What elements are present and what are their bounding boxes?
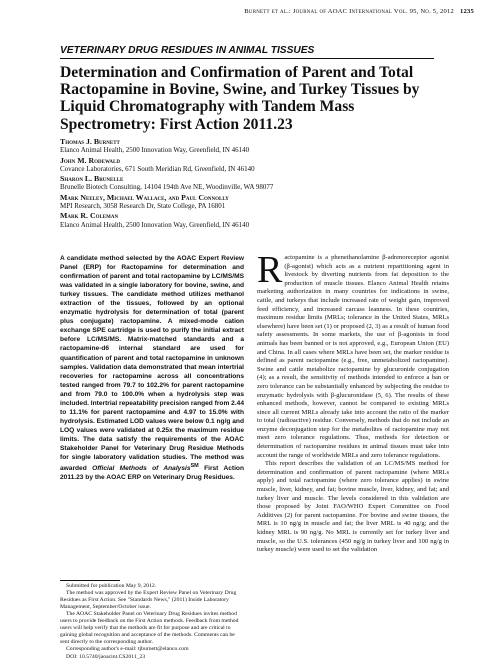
author-name: Mark R. Coleman <box>60 211 119 221</box>
author-name: Mark Neeley, Michael Wallace, and Paul Connolly <box>60 192 229 202</box>
author-affiliation: MPI Research, 3058 Research Dr, State College, PA 16801 <box>60 202 226 211</box>
footnote-doi: DOI: 10.5740/jaoacint.CS2011_23 <box>66 653 146 660</box>
page-number: 1235 <box>460 8 474 15</box>
footnote-submitted: Submitted for publication May 9, 2012. <box>66 582 157 589</box>
abstract-text: A candidate method selected by the AOAC Expert Review Panel (ERP) for Ractopamine for determination and confirmation of parent and total ractopamine by LC/MS/MS was validated in a single laboratory for bovine, swine, and turkey tissues. The candidate method utilizes methanol extraction of the tissues, followed by an optional enzymatic hydrolysis for determination of total (parent plus conjugate) ractopamine. A mixed-mode cation exchange SPE cartridge is used to purify the initial extract before LC/MS/MS. Matrix-matched standards and a ractopamine-d6 internal standard are used for quantification of parent and total ractopamine in unknown samples. Validation data demonstrated that mean intertrial recoveries for ractopamine across all concentrations tested ranged from 79.7 to 102.2% for parent ractopamine and from 79.0 to 100.0% when a hydrolysis step was included. Intertrial repeatability precision ranged from 2.44 to 11.1% for parent ractopamine and 4.97 to 15.0% with hydrolysis. Estimated LOD values were below 0.1 ng/g and LOQ values were validated at 0.25x the maximum residue limits. The data satisfy the requirements of the AOAC Stakeholder Panel for Veterinary Drug Residue Methods for single laboratory validation studies. The method was awarded <box>60 255 244 473</box>
author-affiliation: Covance Laboratories, 671 South Meridian Rd, Greenfield, IN 46140 <box>60 164 255 173</box>
footnote-feedback: The AOAC Stakeholder Panel on Veterinary Drug Residues invites method users to provide feedback on the First Action methods. Feedback from method users will help verify that the methods are fit for purpose and are critical to gaining global recognition and acceptance of the methods. Comments can be sent directly to the corresponding author. <box>60 610 239 646</box>
body-paragraph: This report describes the validation of an LC/MS/MS method for determination and confirmation of parent ractopamine (where MRLs apply) and total ractopamine (where zero tolerance applies) in swine muscle, liver, kidney, and fat; bovine muscle, liver, kidney, and fat; and turkey liver and muscle. The levels considered in this validation are those proposed by Joint FAO/WHO Expert Committee on Food Additives (2) for parent ractopamine. For bovine and swine tissues, the MRL is 10 ng/g in muscle and fat; the liver MRL is 40 ng/g; and the kidney MRL is 90 ng/g. No MRL is currently set for turkey liver and muscle, so the U.S. tolerances (450 ng/g in turkey liver and 100 ng/g in turkey muscle) were used to set the validation <box>257 460 449 554</box>
award-tail: First Action 2011.23 by the AOAC ERP on Veterinary Drug Residues. <box>60 465 244 482</box>
service-mark: SM <box>190 463 199 470</box>
author-name: Thomas J. Burnett <box>60 137 120 146</box>
footnote-rule <box>60 580 120 581</box>
author-list <box>60 137 440 230</box>
body-text <box>257 249 449 555</box>
abstract <box>60 254 244 482</box>
body-paragraph <box>257 249 449 460</box>
section-heading: VETERINARY DRUG RESIDUES IN ANIMAL TISSUES <box>60 45 315 56</box>
award-label: Official Methods of Analysis <box>92 465 191 473</box>
running-head <box>244 8 474 15</box>
footnote-email: Corresponding author's e-mail: tjburnett@elanco.com <box>66 646 189 653</box>
author-name: John M. Rodewald <box>60 155 120 165</box>
article-title: Determination and Confirmation of Parent and Total Ractopamine in Bovine, Swine, and Turkey Tissues by Liquid Chromatography with Tandem Mass Spectrometry: First Action 2011.23 <box>60 64 420 133</box>
drop-cap: R <box>257 249 283 291</box>
author-affiliation: Elanco Animal Health, 2500 Innovation Way, Greenfield, IN 46140 <box>60 220 250 229</box>
running-head-text: Burnett et al.: Journal of AOAC International Vol. 95, No. 5, 2012 <box>244 8 454 15</box>
body-paragraph-text: actopamine is a phenethanolamine β-adrenoreceptor agonist (β-agonist) which acts as a nutrient repartitioning agent in livestock by diverting nutrients from fat deposition to the production of muscle tissues. Elanco Animal Health retains marketing authorization in many countries for indications in swine, cattle, and turkeys that include increased rate of weight gain, improved feed efficiency, and increased carcass leanness. In these countries, maximum residue limits (MRLs; tolerance in the United States, MRLs elsewhere) have been set (1) or proposed (2, 3) as a result of human food safety assessments. In some markets, the use of β-agonists in food animals has been banned or is not approved, e.g., European Union (EU) and China. In all cases where MRLs have been set, the marker residue is defined as parent ractopamine (e.g., free, unmetabolized ractopamine). Swine and cattle metabolize ractopamine by glucuronide conjugation (4); as a result, the sensitivity of methods intended to enforce a ban or zero tolerance can be substantially enhanced by subjecting the residue to enzymatic hydrolysis with β-glucuronidase (5, 6). The results of these enhanced methods, however, cannot be compared to existing MRLs since all current MRLs already take into account the ratio of the marker to total (radioactive) residue. Conversely, methods that do not include an enzyme deconjugation step for the metabolites of ractopamine may not meet zero tolerance regulations. Thus, methods for detection or determination of ractopamine residues in animal tissues must take into account the range of worldwide MRLs and zero tolerance regulations. <box>257 254 449 459</box>
author-affiliation: Elanco Animal Health, 2500 Innovation Way, Greenfield, IN 46140 <box>60 146 250 155</box>
footnote-approval: The method was approved by the Expert Review Panel on Veterinary Drug Residues as First Action. See "Standards News," (2011) Inside Laboratory Management, September/October issue. <box>60 589 237 610</box>
footnotes <box>60 580 244 661</box>
author-affiliation: Brunelle Biotech Consulting, 14104 194th Ave NE, Woodinville, WA 98077 <box>60 183 274 192</box>
author-name: Sharon L. Brunelle <box>60 174 124 184</box>
section-divider <box>60 58 434 59</box>
